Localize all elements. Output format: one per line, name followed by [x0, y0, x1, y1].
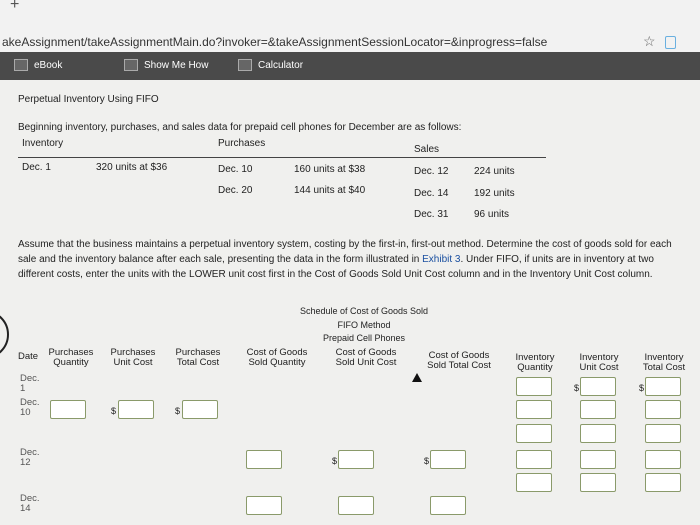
calculator-icon [238, 59, 252, 71]
address-bar[interactable]: akeAssignment/takeAssignmentMain.do?invoker=&takeAssignmentSessionLocator=&inprogress=false [2, 35, 548, 49]
decorative-arc [0, 310, 9, 359]
sale-date: Dec. 12 [414, 166, 449, 177]
col-date: Date [18, 351, 39, 362]
sale-desc: 224 units [474, 166, 515, 177]
play-icon [124, 59, 138, 71]
page-title: Perpetual Inventory Using FIFO [18, 94, 159, 105]
inventory-unit-cost-input[interactable] [580, 377, 616, 396]
purchase-desc: 160 units at $38 [294, 164, 366, 175]
exhibit-link[interactable]: Exhibit 3 [422, 254, 461, 265]
purchase-date: Dec. 10 [218, 164, 253, 175]
purchases-quantity-input[interactable] [50, 400, 86, 419]
cogs-total-cost-input[interactable] [430, 496, 466, 515]
purchase-desc: 144 units at $40 [294, 185, 366, 196]
col-inventory-total-cost: Inventory Total Cost [642, 352, 686, 373]
dollar-sign: $ [639, 383, 645, 393]
show-me-how-button[interactable]: Show Me How [124, 56, 208, 76]
inventory-quantity-input[interactable] [516, 400, 552, 419]
calculator-button[interactable]: Calculator [238, 56, 303, 76]
intro-text: Beginning inventory, purchases, and sales data for prepaid cell phones for December are as follows: [18, 122, 462, 133]
row-date-dec1: Dec. 1 [20, 373, 40, 394]
purchases-unit-cost-input[interactable] [118, 400, 154, 419]
sale-desc: 192 units [474, 188, 515, 199]
header-inventory: Inventory [22, 138, 64, 149]
row-date-dec10: Dec. 10 [20, 397, 40, 418]
inventory-unit-cost-input[interactable] [580, 424, 616, 443]
cogs-unit-cost-input[interactable] [338, 496, 374, 515]
schedule-method: FIFO Method [337, 320, 391, 330]
bookmark-star-icon[interactable]: ☆ [643, 33, 656, 49]
cogs-quantity-input[interactable] [246, 496, 282, 515]
inventory-quantity-input[interactable] [516, 424, 552, 443]
problem-content [0, 80, 700, 525]
mouse-cursor-icon [412, 373, 422, 382]
inventory-total-cost-input[interactable] [645, 424, 681, 443]
browser-bar [0, 0, 700, 53]
book-icon [14, 59, 28, 71]
header-purchases: Purchases [218, 138, 266, 149]
dollar-sign: $ [424, 456, 430, 466]
assignment-toolbar [0, 52, 700, 80]
col-cogs-quantity: Cost of Goods Sold Quantity [246, 347, 308, 368]
inventory-total-cost-input[interactable] [645, 377, 681, 396]
col-purchases-quantity: Purchases Quantity [48, 347, 94, 368]
sale-date: Dec. 14 [414, 188, 449, 199]
ebook-button[interactable]: eBook [14, 56, 62, 76]
col-inventory-quantity: Inventory Quantity [515, 352, 555, 373]
col-purchases-unit-cost: Purchases Unit Cost [110, 347, 156, 368]
inventory-unit-cost-input[interactable] [580, 450, 616, 469]
dollar-sign: $ [574, 383, 580, 393]
extension-icon[interactable] [665, 36, 676, 49]
purchase-date: Dec. 20 [218, 185, 253, 196]
dollar-sign: $ [111, 406, 117, 416]
cogs-quantity-input[interactable] [246, 450, 282, 469]
col-purchases-total-cost: Purchases Total Cost [175, 347, 221, 368]
inventory-total-cost-input[interactable] [645, 400, 681, 419]
col-cogs-unit-cost: Cost of Goods Sold Unit Cost [335, 347, 397, 368]
table-divider [18, 157, 546, 158]
schedule-title: Schedule of Cost of Goods Sold [299, 306, 429, 316]
inventory-date: Dec. 1 [22, 162, 51, 173]
dollar-sign: $ [332, 456, 338, 466]
sale-date: Dec. 31 [414, 209, 449, 220]
purchases-total-cost-input[interactable] [182, 400, 218, 419]
instructions: Assume that the business maintains a perpetual inventory system, costing by the first-in, first-out method. Determine the cost of goods sold for each sale and the inventory balance after each sale, presenting the data in the form illustrated in Exhibit 3. Under FIFO, if units are in inventory at two different costs, enter the units with the LOWER unit cost first in the Cost of Goods Sold Unit Cost column and in the Inventory Unit Cost column. [18, 239, 672, 280]
header-sales: Sales [414, 144, 440, 155]
inventory-total-cost-input[interactable] [645, 450, 681, 469]
new-tab-icon[interactable]: + [10, 0, 20, 13]
dollar-sign: $ [175, 406, 181, 416]
col-cogs-total-cost: Cost of Goods Sold Total Cost [427, 350, 491, 371]
inventory-desc: 320 units at $36 [96, 162, 168, 173]
inventory-total-cost-input[interactable] [645, 473, 681, 492]
inventory-quantity-input[interactable] [516, 450, 552, 469]
inventory-unit-cost-input[interactable] [580, 400, 616, 419]
schedule-product: Prepaid Cell Phones [322, 333, 406, 343]
row-date-dec12: Dec. 12 [20, 447, 40, 468]
sale-desc: 96 units [474, 209, 510, 220]
inventory-unit-cost-input[interactable] [580, 473, 616, 492]
inventory-quantity-input[interactable] [516, 377, 552, 396]
col-inventory-unit-cost: Inventory Unit Cost [579, 352, 619, 373]
inventory-quantity-input[interactable] [516, 473, 552, 492]
row-date-dec14: Dec. 14 [20, 493, 40, 514]
cogs-unit-cost-input[interactable] [338, 450, 374, 469]
cogs-total-cost-input[interactable] [430, 450, 466, 469]
